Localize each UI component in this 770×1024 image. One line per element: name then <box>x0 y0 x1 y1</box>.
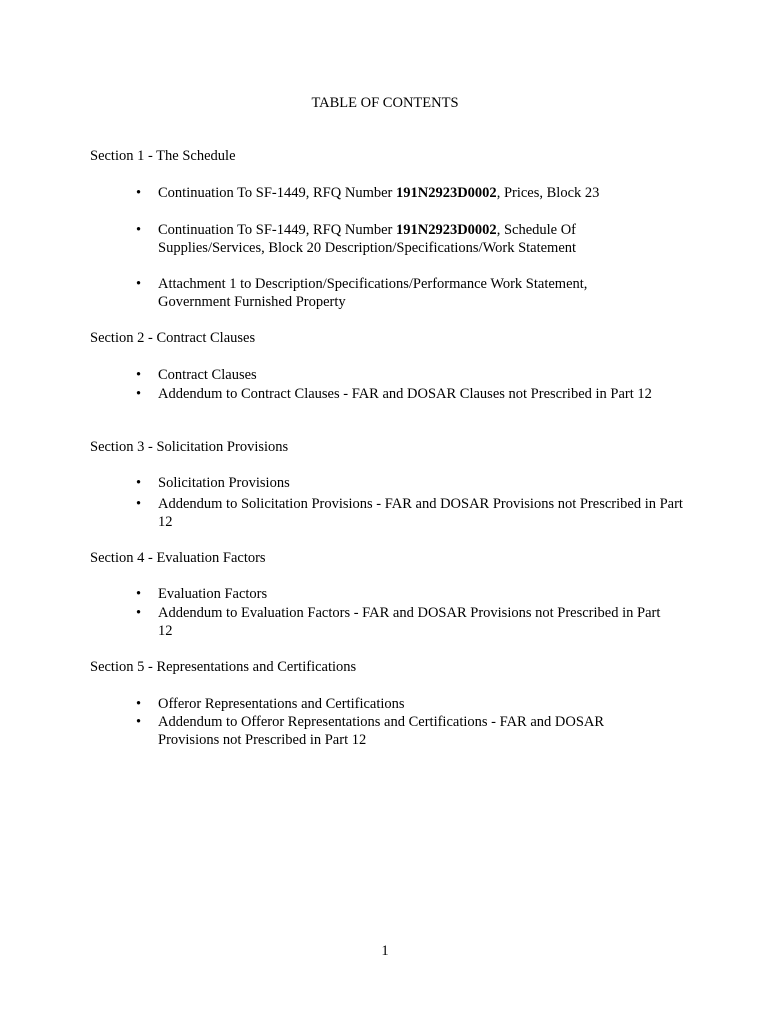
section-heading: Section 3 - Solicitation Provisions <box>90 439 289 455</box>
section-heading: Section 5 - Representations and Certifications <box>90 659 357 675</box>
list-item <box>158 221 608 257</box>
section-heading: Section 2 - Contract Clauses <box>90 330 256 346</box>
item-text: Continuation To SF-1449, RFQ Number <box>158 222 396 238</box>
item-text: Continuation To SF-1449, RFQ Number <box>158 185 396 201</box>
list-item <box>158 184 698 202</box>
list-item: • Addendum to Evaluation Factors - FAR and DOSAR Provisions not Prescribed in Part 12 <box>158 604 668 640</box>
rfq-number: 191N2923D0002 <box>395 185 497 201</box>
item-text: , Schedule Of Supplies/Services, Block 20 Description/Specifications/Work Statement <box>158 222 577 256</box>
list-item: • Addendum to Contract Clauses - FAR and DOSAR Clauses not Prescribed in Part 12 <box>158 385 718 403</box>
section-heading: Section 1 - The Schedule <box>90 148 236 164</box>
list-item: • Solicitation Provisions <box>158 474 698 492</box>
list-item: • Offeror Representations and Certifications <box>158 695 698 713</box>
rfq-number: 191N2923D0002 <box>395 222 497 238</box>
page-number: 1 <box>381 943 389 959</box>
list-item: • Addendum to Offeror Representations and Certifications - FAR and DOSAR Provisions not Prescribed in Part 12 <box>158 713 638 749</box>
list-item: • Attachment 1 to Description/Specifications/Performance Work Statement, Government Furnished Property <box>158 275 628 311</box>
list-item: • Addendum to Solicitation Provisions - FAR and DOSAR Provisions not Prescribed in Part 12 <box>158 495 698 531</box>
page-title: TABLE OF CONTENTS <box>311 95 459 111</box>
list-item: • Evaluation Factors <box>158 585 698 603</box>
list-item: • Contract Clauses <box>158 366 698 384</box>
item-text: , Prices, Block 23 <box>496 185 600 201</box>
section-heading: Section 4 - Evaluation Factors <box>90 550 266 566</box>
